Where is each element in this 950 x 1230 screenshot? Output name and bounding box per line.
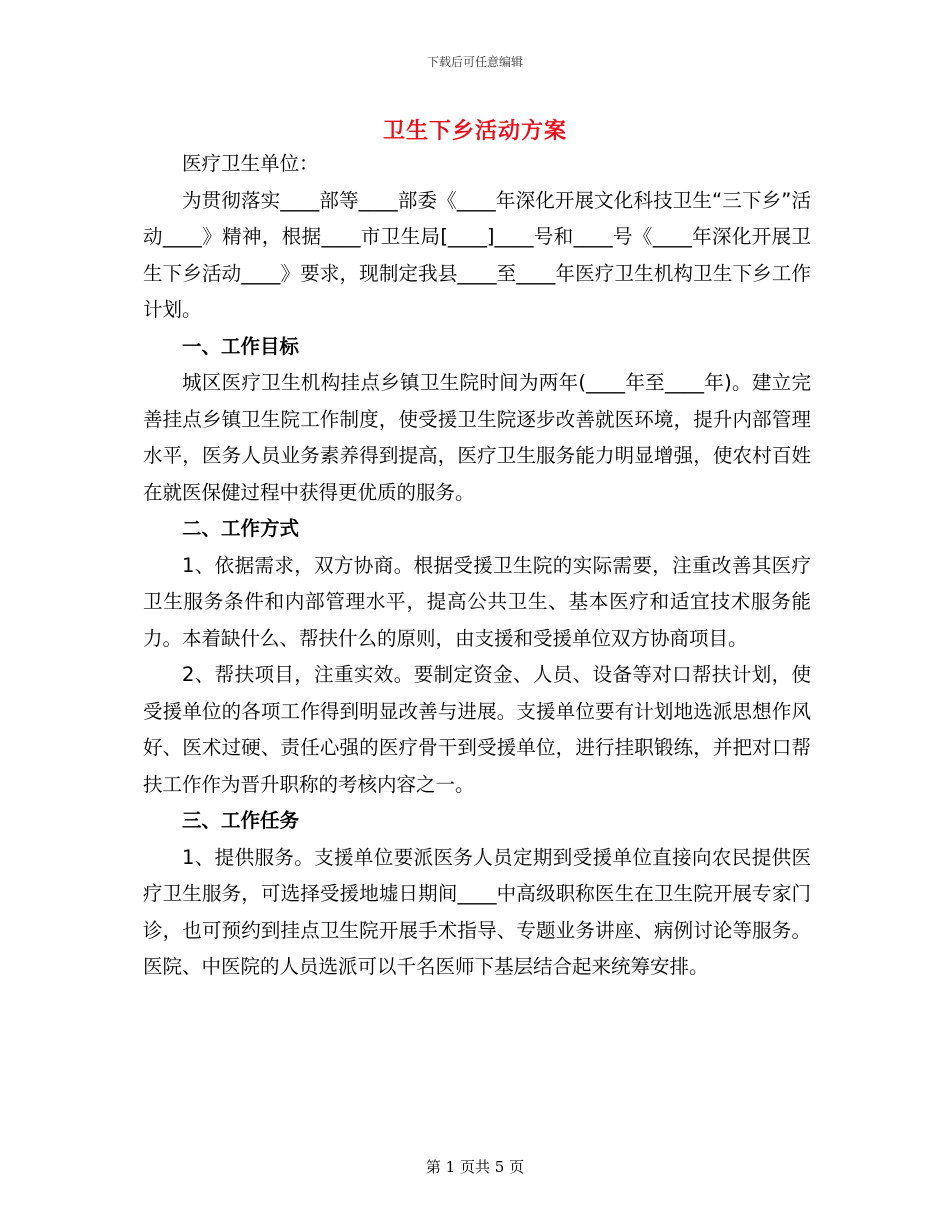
paragraph: 1、依据需求，双方协商。根据受援卫生院的实际需要，注重改善其医疗卫生服务条件和内部管理水平，提高公共卫生、基本医疗和适宜技术服务能力。本着缺什么、帮扶什么的原则，由支援和受援单位双方协商项目。 [143, 553, 811, 650]
paragraph: 2、帮扶项目，注重实效。要制定资金、人员、设备等对口帮扶计划，使受援单位的各项工作得到明显改善与进展。支援单位要有计划地选派思想作风好、医术过硬、责任心强的医疗骨干到受援单位，进行挂职锻练，并把对口帮扶工作作为晋升职称的考核内容之一。 [143, 663, 811, 796]
document-title: 卫生下乡活动方案 [382, 119, 567, 144]
section-heading: 三、工作任务 [182, 809, 300, 832]
salutation: 医疗卫生单位： [182, 152, 319, 175]
document-body [143, 146, 811, 986]
header-note: 下载后可任意编辑 [426, 55, 523, 69]
paragraph: 城区医疗卫生机构挂点乡镇卫生院时间为两年(____年至____年)。建立完善挂点乡镇卫生院工作制度，使受援卫生院逐步改善就医环境，提升内部管理水平，医务人员业务素养得到提高，医疗卫生服务能力明显增强，使农村百姓在就医保健过程中获得更优质的服务。 [143, 371, 811, 504]
page-footer: 第 1 页共 5 页 [425, 1158, 525, 1176]
intro-paragraph: 为贯彻落实____部等____部委《____年深化开展文化科技卫生“三下乡”活动____》精神，根据____市卫生局[____]____号和____号《____年深化开展卫生下乡活动____》要求，现制定我县____至____年医疗卫生机构卫生下乡工作计划。 [143, 188, 811, 321]
section-heading: 一、工作目标 [182, 334, 300, 358]
paragraph: 1、提供服务。支援单位要派医务人员定期到受援单位直接向农民提供医疗卫生服务，可选择受援地墟日期间____中高级职称医生在卫生院开展专家门诊，也可预约到挂点卫生院开展手术指导、专题业务讲座、病例讨论等服务。医院、中医院的人员选派可以千名医师下基层结合起来统筹安排。 [143, 845, 811, 978]
section-heading: 二、工作方式 [182, 517, 300, 540]
